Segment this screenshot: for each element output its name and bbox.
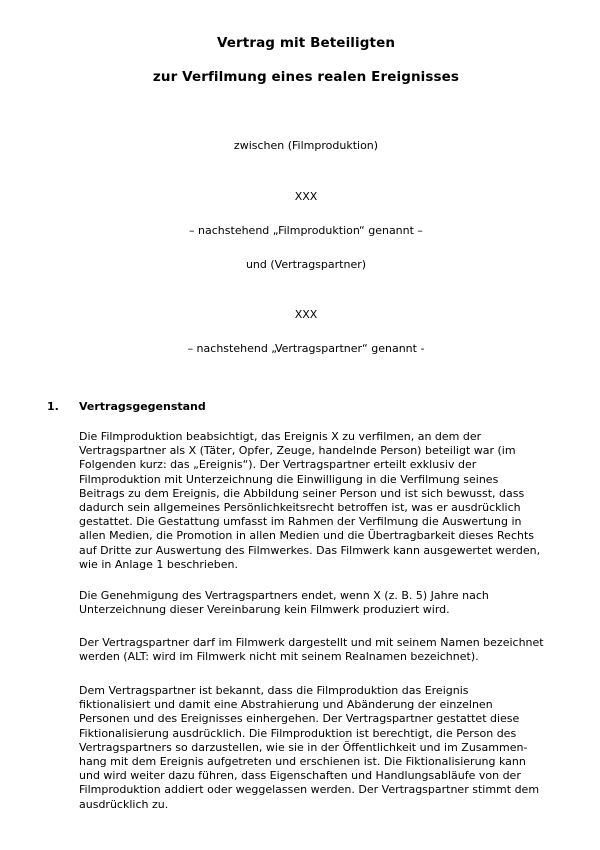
paragraph-line: Die Filmproduktion beabsichtigt, das Ereignis X zu verfilmen, an dem der: [79, 430, 482, 443]
paragraph-line: Filmproduktion mit Unterzeichnung die Einwilligung in die Verfilmung seines: [79, 472, 499, 486]
document-title-line1: Vertrag mit Beteiligten: [216, 35, 396, 51]
paragraph-line: Beitrags zu dem Ereignis, die Abbildung seiner Person und ist sich bewusst, dass: [79, 486, 525, 500]
paragraph-line: Folgenden kurz: das „Ereignis“). Der Vertragspartner erteilt exklusiv der: [79, 458, 477, 472]
paragraph-line: Vertragspartners so darzustellen, wie sie in der Öffentlichkeit und im Zusammen-: [79, 740, 528, 754]
paragraph-line: Vertragspartner als X (Täter, Opfer, Zeuge, handelnde Person) beteiligt war (im: [79, 444, 516, 458]
paragraph-line: und wird weiter dazu führen, dass Eigenschaften und Handlungsabläufe von der: [79, 769, 521, 783]
party2-role: – nachstehend „Vertragspartner“ genannt -: [187, 342, 425, 355]
paragraph-line: Unterzeichnung dieser Vereinbarung kein Filmwerk produziert wird.: [79, 603, 450, 617]
paragraph-line: wie in Anlage 1 beschrieben.: [79, 557, 238, 571]
paragraph-line: Der Vertragspartner darf im Filmwerk dargestellt und mit seinem Namen bezeichnet: [79, 636, 544, 649]
paragraph-line: ausdrücklich zu.: [79, 797, 169, 811]
section-heading: Vertragsgegenstand: [79, 400, 206, 413]
paragraph: [79, 636, 574, 664]
paragraph-line: dadurch sein allgemeines Persönlichkeitsrecht betroffen ist, was er ausdrücklich: [79, 501, 521, 515]
paragraph-line: Die Genehmigung des Vertragspartners endet, wenn X (z. B. 5) Jahre nach: [79, 589, 489, 602]
paragraph-line: Fiktionalisierung ausdrücklich. Die Filmproduktion ist berechtigt, die Person des: [79, 726, 517, 740]
paragraph-line: Personen und des Ereignisses einhergehen. Der Vertragspartner gestattet diese: [79, 712, 520, 726]
paragraph-line: hang mit dem Ereignis aufgetreten und erschienen ist. Die Fiktionalisierung kann: [79, 755, 526, 769]
party1-name: XXX: [294, 190, 318, 203]
party1-role: – nachstehend „Filmproduktion“ genannt –: [189, 224, 423, 237]
party2-name: XXX: [294, 308, 318, 321]
paragraph-line: allen Medien, die Promotion in allen Medien und die Übertragbarkeit dieses Rechts: [79, 529, 535, 543]
paragraph: [79, 430, 574, 572]
paragraph-line: Filmproduktion addiert oder weggelassen werden. Der Vertragspartner stimmt dem: [79, 783, 540, 797]
section-number: 1.: [47, 400, 59, 413]
between-label: zwischen (Filmproduktion): [233, 139, 379, 152]
paragraph-line: auf Dritte zur Auswertung des Filmwerkes. Das Filmwerk kann ausgewertet werden,: [79, 543, 541, 557]
paragraph: [79, 589, 574, 617]
paragraph-line: Dem Vertragspartner ist bekannt, dass die Filmproduktion das Ereignis: [79, 684, 469, 697]
paragraph: [79, 684, 574, 812]
document-title-line2: zur Verfilmung eines realen Ereignisses: [152, 69, 460, 85]
paragraph-line: werden (ALT: wird im Filmwerk nicht mit seinem Realnamen bezeichnet).: [79, 650, 479, 664]
paragraph-line: fiktionalisiert und damit eine Abstrahierung und Abänderung der einzelnen: [79, 698, 493, 712]
and-label: und (Vertragspartner): [245, 258, 367, 271]
paragraph-line: gestattet. Die Gestattung umfasst im Rahmen der Verfilmung die Auswertung in: [79, 515, 522, 529]
